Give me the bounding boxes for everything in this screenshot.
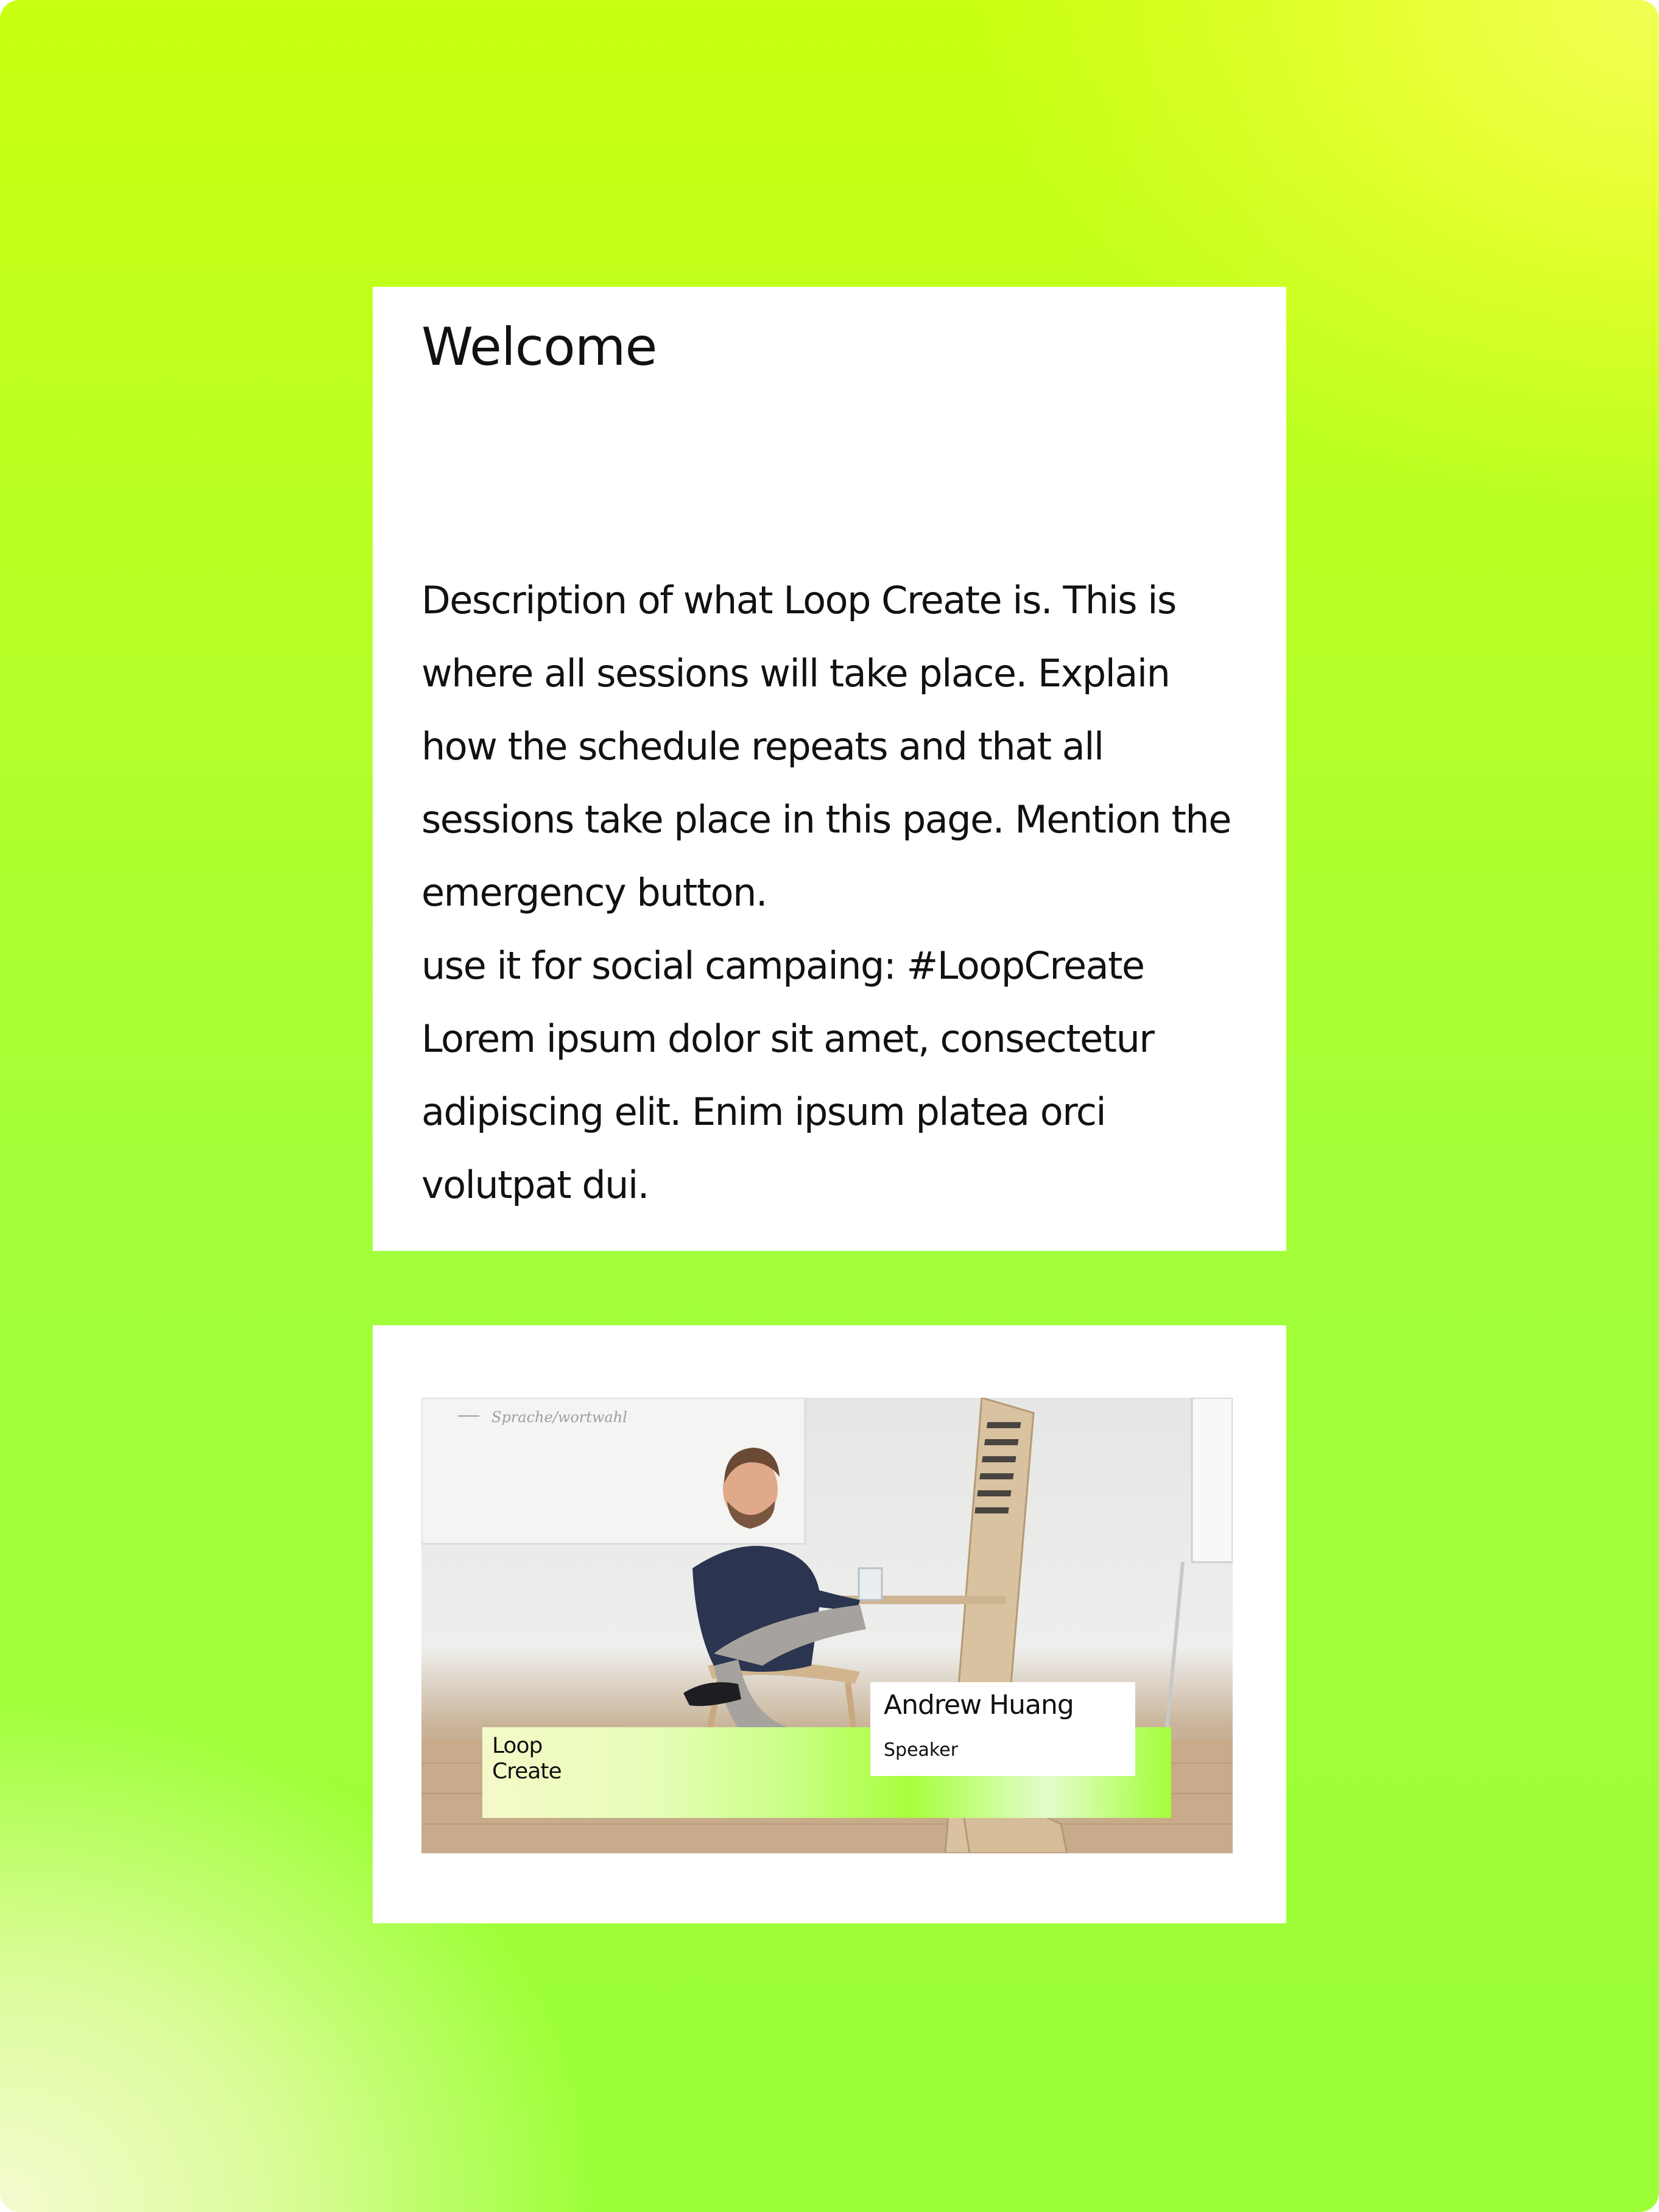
speaker-name-card: [870, 1682, 1135, 1776]
speaker-name: Andrew Huang: [884, 1689, 1074, 1721]
welcome-title: Welcome: [421, 317, 657, 378]
welcome-card: [373, 287, 1286, 1251]
whiteboard-scribble: Sprache/wortwahl: [491, 1409, 627, 1426]
loop-create-logo: Loop Create: [492, 1733, 562, 1784]
session-video-player[interactable]: [421, 1398, 1233, 1853]
video-card: [373, 1325, 1286, 1923]
welcome-description: Description of what Loop Create is. This is where all sessions will take place. Explain how the schedule repeats and that all sessions take place in this page. Mention the emergency button. use it for social campaing: #LoopCreate Lorem ipsum dolor sit amet, consectetur adipiscing elit. Enim ipsum platea orci volutpat dui.: [421, 578, 1231, 1207]
speaker-role: Speaker: [884, 1739, 959, 1761]
